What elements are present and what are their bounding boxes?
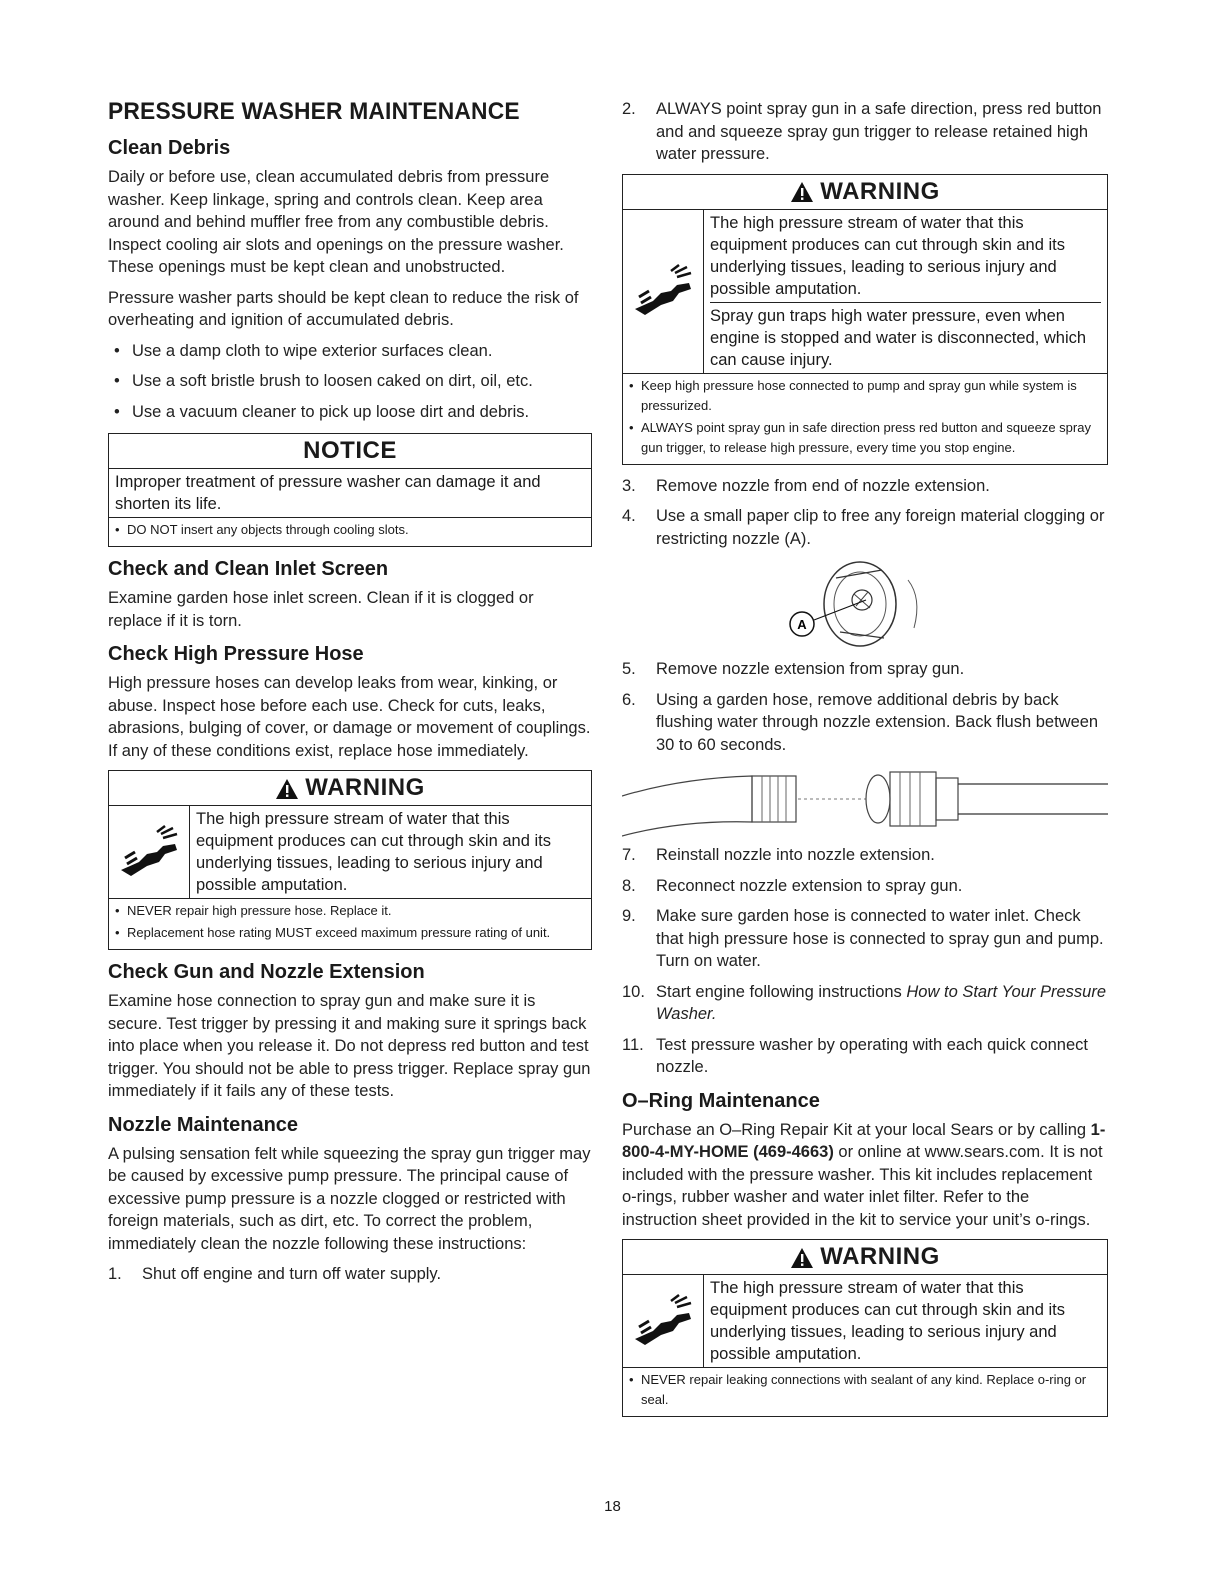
step-number: 8.: [622, 876, 636, 895]
step-text: Reinstall nozzle into nozzle extension.: [656, 846, 935, 864]
inlet-text: Examine garden hose inlet screen. Clean if it is clogged or replace if it is torn.: [108, 589, 534, 630]
warning-label: WARNING: [820, 1243, 940, 1270]
clean-debris-text-2: Pressure washer parts should be kept clean to reduce the risk of overheating and ignition of accumulated debris.: [108, 288, 579, 329]
list-item: • Keep high pressure hose connected to pump and spray gun while system is pressurized.: [629, 376, 1101, 416]
step-number: 1.: [108, 1265, 122, 1283]
inlet-heading: Check and Clean Inlet Screen: [108, 558, 389, 580]
list-item: • Replacement hose rating MUST exceed maximum pressure rating of unit.: [115, 923, 585, 943]
warning-text: The high pressure stream of water that this equipment produces can cut through skin and its underlying tissues, leading to serious injury and possible amputation.: [196, 810, 551, 894]
page-number: 18: [604, 1498, 621, 1515]
list-item: [622, 875, 1108, 898]
nozzle-steps-left: [108, 1263, 592, 1286]
nozzle-steps-right-a: [622, 98, 1108, 166]
warning-text: The high pressure stream of water that this equipment produces can cut through skin and its underlying tissues, leading to serious injury and possible amputation.: [710, 1279, 1065, 1363]
warning-header: [109, 771, 591, 806]
warning-row: [623, 1275, 1107, 1368]
list-item: • Use a damp cloth to wipe exterior surfaces clean.: [108, 340, 592, 363]
warning-triangle-icon: [790, 1247, 814, 1269]
step-number: 10.: [622, 982, 645, 1001]
list-item: • Use a vacuum cleaner to pick up loose dirt and debris.: [108, 401, 592, 424]
step-text: Remove nozzle extension from spray gun.: [656, 660, 965, 678]
nozzle-steps-right-c: [622, 658, 1108, 756]
step-number: 6.: [622, 690, 636, 709]
step-text: Remove nozzle from end of nozzle extension.: [656, 476, 990, 495]
list-item: [622, 905, 1108, 973]
list-item: [622, 844, 1108, 867]
notice-box: [108, 433, 592, 547]
warning-list: [623, 1368, 1107, 1416]
notice-list: [109, 518, 591, 546]
list-item: [622, 658, 1108, 681]
step-number: 7.: [622, 846, 636, 864]
warning-triangle-icon: [790, 181, 814, 203]
oring-text: [622, 1119, 1108, 1232]
list-item: [622, 689, 1108, 757]
warning-label: WARNING: [820, 177, 940, 205]
nozzle-steps-right-d: [622, 844, 1108, 1079]
figure-label-a: A: [797, 617, 807, 632]
step-number: 3.: [622, 476, 636, 495]
notice-label: NOTICE: [109, 434, 591, 469]
list-item: [622, 98, 1108, 166]
step-text: Test pressure washer by operating with each quick connect nozzle.: [656, 1035, 1088, 1076]
warning-row: [109, 806, 591, 899]
list-item: • NEVER repair high pressure hose. Replace it.: [115, 901, 585, 921]
nozzle-steps-right-b: [622, 475, 1108, 551]
gun-text: Examine hose connection to spray gun and make sure it is secure. Test trigger by pressing it and making sure it springs back into place when you release it. Do not depress red button and test trigger. You should not be able to press trigger. Replace spray gun immediately if it fails any of these tests.: [108, 992, 591, 1100]
oring-heading: O–Ring Maintenance: [622, 1089, 820, 1112]
clean-debris-text-1: Daily or before use, clean accumulated debris from pressure washer. Keep linkage, spring and controls clean. Keep area around and behind muffler free from any combustible debris. Inspect cooling air slots and openings on the pressure washer. These openings must be kept clean and unobstructed.: [108, 168, 564, 276]
list-item: [108, 1263, 592, 1286]
warning-list: [109, 899, 591, 949]
list-item: • NEVER repair leaking connections with sealant of any kind. Replace o-ring or seal.: [629, 1370, 1101, 1410]
page-title: PRESSURE WASHER MAINTENANCE: [108, 98, 520, 125]
warning-list: [623, 374, 1107, 464]
step-number: 9.: [622, 907, 636, 925]
step-text: Start engine following instructions: [656, 982, 907, 1001]
clean-debris-heading: Clean Debris: [108, 137, 231, 159]
hose-flush-illustration: [622, 764, 1108, 844]
notice-text: Improper treatment of pressure washer can damage it and shorten its life.: [109, 469, 591, 518]
warning-box-2: [622, 174, 1108, 465]
warning-header: [623, 1240, 1107, 1275]
warning-box-3: [622, 1239, 1108, 1417]
step-number: 5.: [622, 660, 636, 678]
gun-heading: Check Gun and Nozzle Extension: [108, 961, 425, 983]
list-item: • ALWAYS point spray gun in safe direction press red button and squeeze spray gun trigger, to release high pressure, every time you stop engine.: [629, 418, 1101, 458]
clean-debris-list: [108, 340, 592, 424]
step-text: Make sure garden hose is connected to water inlet. Check that high pressure hose is connected to spray gun and pump. Turn on water.: [656, 907, 1104, 970]
step-text: ALWAYS point spray gun in a safe direction, press red button and and squeeze spray gun trigger to release retained high water pressure.: [656, 100, 1102, 163]
step-text: Shut off engine and turn off water supply.: [142, 1265, 442, 1283]
warning-triangle-icon: [275, 778, 299, 800]
oring-text-post: or online at www.sears.com. It is not included with the pressure washer. This kit includes replacement o-rings, rubber washer and water inlet filter. Refer to the instruction sheet provided in the kit to service your unit’s o-rings.: [622, 1143, 1103, 1229]
oring-text-pre: Purchase an O–Ring Repair Kit at your local Sears or by calling: [622, 1120, 1091, 1139]
warning-text-1: The high pressure stream of water that this equipment produces can cut through skin and its underlying tissues, leading to serious injury and possible amputation.: [710, 213, 1065, 298]
nozzle-text: A pulsing sensation felt while squeezing the spray gun trigger may be caused by excessive pump pressure. The principal cause of excessive pump pressure is a nozzle clogged or restricted with foreign materials, such as dirt, etc. To correct the problem, immediately clean the nozzle following these instructions:: [108, 1144, 591, 1253]
warning-row: [623, 210, 1107, 374]
step-number: 2.: [622, 100, 636, 118]
high-pressure-injection-icon: [109, 806, 190, 898]
nozzle-illustration: [622, 558, 1108, 658]
warning-text-block: [704, 210, 1107, 373]
list-item: • Use a soft bristle brush to loosen caked on dirt, oil, etc.: [108, 370, 592, 393]
high-pressure-injection-icon: [623, 210, 704, 373]
warning-text-2: Spray gun traps high water pressure, even when engine is stopped and water is disconnected, which can cause injury.: [710, 302, 1101, 371]
phone-number: 1-800-4-MY-HOME (469-4663): [622, 1120, 1106, 1161]
right-column: [622, 98, 1108, 1427]
warning-label: WARNING: [305, 774, 425, 801]
list-item: • DO NOT insert any objects through cooling slots.: [115, 520, 585, 540]
list-item: [622, 475, 1108, 498]
step-text: Use a small paper clip to free any foreign material clogging or restricting nozzle (A).: [656, 507, 1105, 548]
list-item: [622, 505, 1108, 550]
high-pressure-injection-icon: [623, 1275, 704, 1367]
list-item: [622, 981, 1108, 1026]
nozzle-heading: Nozzle Maintenance: [108, 1113, 299, 1136]
step-text: Reconnect nozzle extension to spray gun.: [656, 876, 963, 895]
step-number: 11.: [622, 1035, 644, 1054]
step-text-italic: How to Start Your Pressure Washer.: [656, 982, 1107, 1023]
warning-header: [623, 175, 1107, 210]
step-text: Using a garden hose, remove additional debris by back flushing water through nozzle extension. Back flush between 30 to 60 seconds.: [656, 690, 1099, 754]
warning-box-1: [108, 770, 592, 950]
list-item: [622, 1034, 1108, 1079]
hose-heading: Check High Pressure Hose: [108, 643, 364, 665]
hose-text: High pressure hoses can develop leaks from wear, kinking, or abuse. Inspect hose before each use. Check for cuts, leaks, abrasions, bulging of cover, or damage or movement of couplings. If any of these conditions exist, replace hose immediately.: [108, 674, 591, 760]
step-number: 4.: [622, 507, 636, 525]
left-column: [108, 98, 592, 1294]
